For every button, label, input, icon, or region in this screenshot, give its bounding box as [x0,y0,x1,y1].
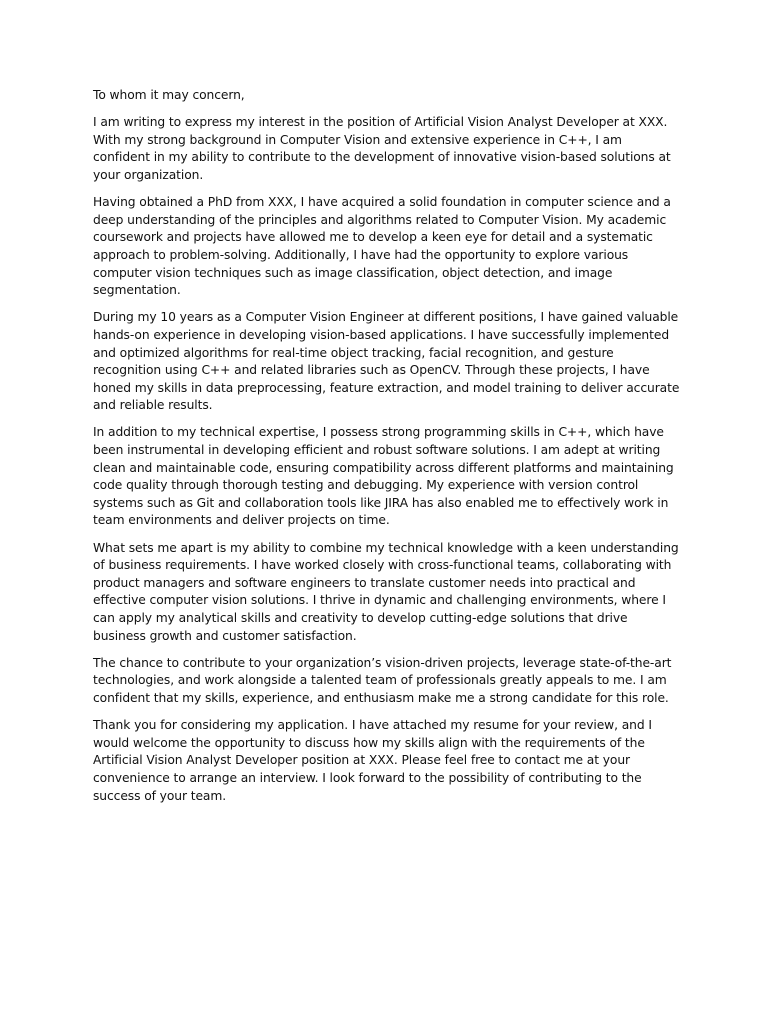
paragraph-experience: During my 10 years as a Computer Vision Engineer at different positions, I have gained valuable hands-on experience in developing vision-based applications. I have successfully implemented and optimized algorithms for real-time object tracking, facial recognition, and gesture recognition using C++ and related libraries such as OpenCV. Through these projects, I have honed my skills in data preprocessing, feature extraction, and model training to deliver accurate and reliable results. [93,310,680,413]
paragraph-closing: Thank you for considering my application. I have attached my resume for your review, and I would welcome the opportunity to discuss how my skills align with the requirements of the Artificial Vision Analyst Developer position at XXX. Please feel free to contact me at your convenience to arrange an interview. I look forward to the possibility of contributing to the success of your team. [93,718,652,803]
paragraph-business-skills: What sets me apart is my ability to combine my technical knowledge with a keen understanding of business requirements. I have worked closely with cross-functional teams, collaborating with product managers and software engineers to translate customer needs into practical and effective computer vision solutions. I thrive in dynamic and challenging environments, where I can apply my analytical skills and creativity to develop cutting-edge solutions that drive business growth and customer satisfaction. [93,540,679,643]
cover-letter [93,87,681,815]
paragraph-intro: I am writing to express my interest in the position of Artificial Vision Analyst Developer at XXX. With my strong background in Computer Vision and extensive experience in C++, I am confident in my ability to contribute to the development of innovative vision-based solutions at your organization. [93,115,671,182]
paragraph-motivation: The chance to contribute to your organization’s vision-driven projects, leverage state-of-the-art technologies, and work alongside a talented team of professionals greatly appeals to me. I am confident that my skills, experience, and enthusiasm make me a strong candidate for this role. [93,655,672,705]
paragraph-technical-skills: In addition to my technical expertise, I possess strong programming skills in C++, which have been instrumental in developing efficient and robust software solutions. I am adept at writing clean and maintainable code, ensuring compatibility across different platforms and maintaining code quality through thorough testing and debugging. My experience with version control systems such as Git and collaboration tools like JIRA has also enabled me to effectively work in team environments and deliver projects on time. [93,425,674,528]
paragraph-education: Having obtained a PhD from XXX, I have acquired a solid foundation in computer science and a deep understanding of the principles and algorithms related to Computer Vision. My academic coursework and projects have allowed me to develop a keen eye for detail and a systematic approach to problem-solving. Additionally, I have had the opportunity to explore various computer vision techniques such as image classification, object detection, and image segmentation. [93,195,671,298]
salutation: To whom it may concern, [93,88,245,102]
